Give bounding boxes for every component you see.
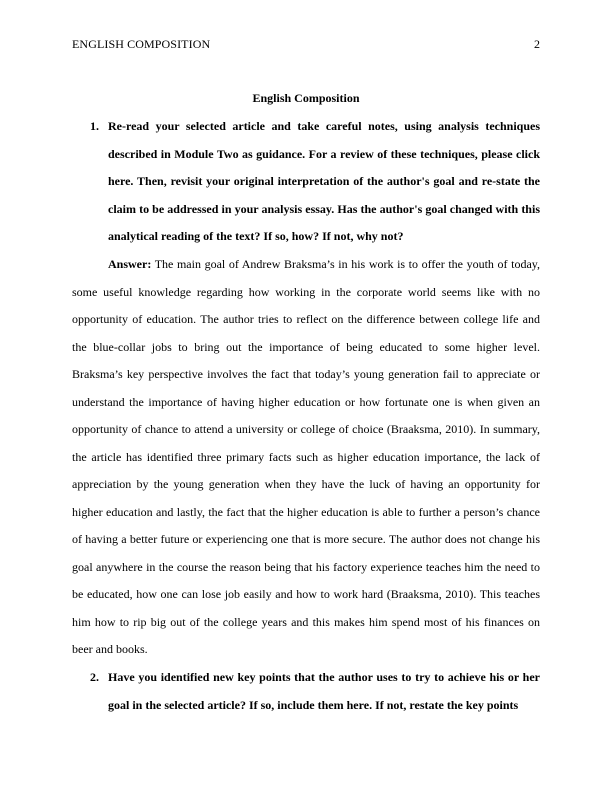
page-number: 2 xyxy=(534,37,540,51)
document-title: English Composition xyxy=(252,91,360,105)
running-head: ENGLISH COMPOSITION xyxy=(72,37,211,51)
question-1 xyxy=(90,113,540,251)
question-1-text: Re-read your selected article and take careful notes, using analysis techniques described in Module Two as guidance. For a review of these techniques, please click here. Then, revisit your original interpretation of the author's goal and re-state the claim to be addressed in your analysis essay. Has the author's goal changed with this analytical reading of the text? If so, how? If not, why not? xyxy=(108,119,540,243)
question-1-number: 1. xyxy=(90,119,99,133)
answer-1-text: The main goal of Andrew Braksma’s in his work is to offer the youth of today, some useful knowledge regarding how working in the corporate world seems like with no opportunity of education. The author tries to reflect on the difference between college life and the blue-collar jobs to bring out the importance of being educated to some higher level. Braksma’s key perspective involves the fact that today’s young generation fail to appreciate or understand the importance of having higher education or how fortunate one is when given an opportunity of chance to attend a university or college of choice (Braaksma, 2010). In summary, the article has identified three primary facts such as higher education importance, the lack of appreciation by the young generation when they have the luck of having an opportunity for higher education and lastly, the fact that the higher education is able to further a person’s chance of having a better future or experiencing one that is more secure. The author does not change his goal anywhere in the course the reason being that his factory experience teaches him the need to be educated, how one can lose job easily and how to work hard (Braaksma, 2010). This teaches him how to rip big out of the college years and this makes him spend most of his finances on beer and books. xyxy=(72,257,540,656)
question-2-text: Have you identified new key points that the author uses to try to achieve his or her goal in the selected article? If so, include them here. If not, restate the key points xyxy=(108,670,540,712)
question-2-number: 2. xyxy=(90,670,99,684)
question-2 xyxy=(90,664,540,719)
answer-1 xyxy=(72,251,540,664)
answer-label: Answer: xyxy=(108,257,152,271)
